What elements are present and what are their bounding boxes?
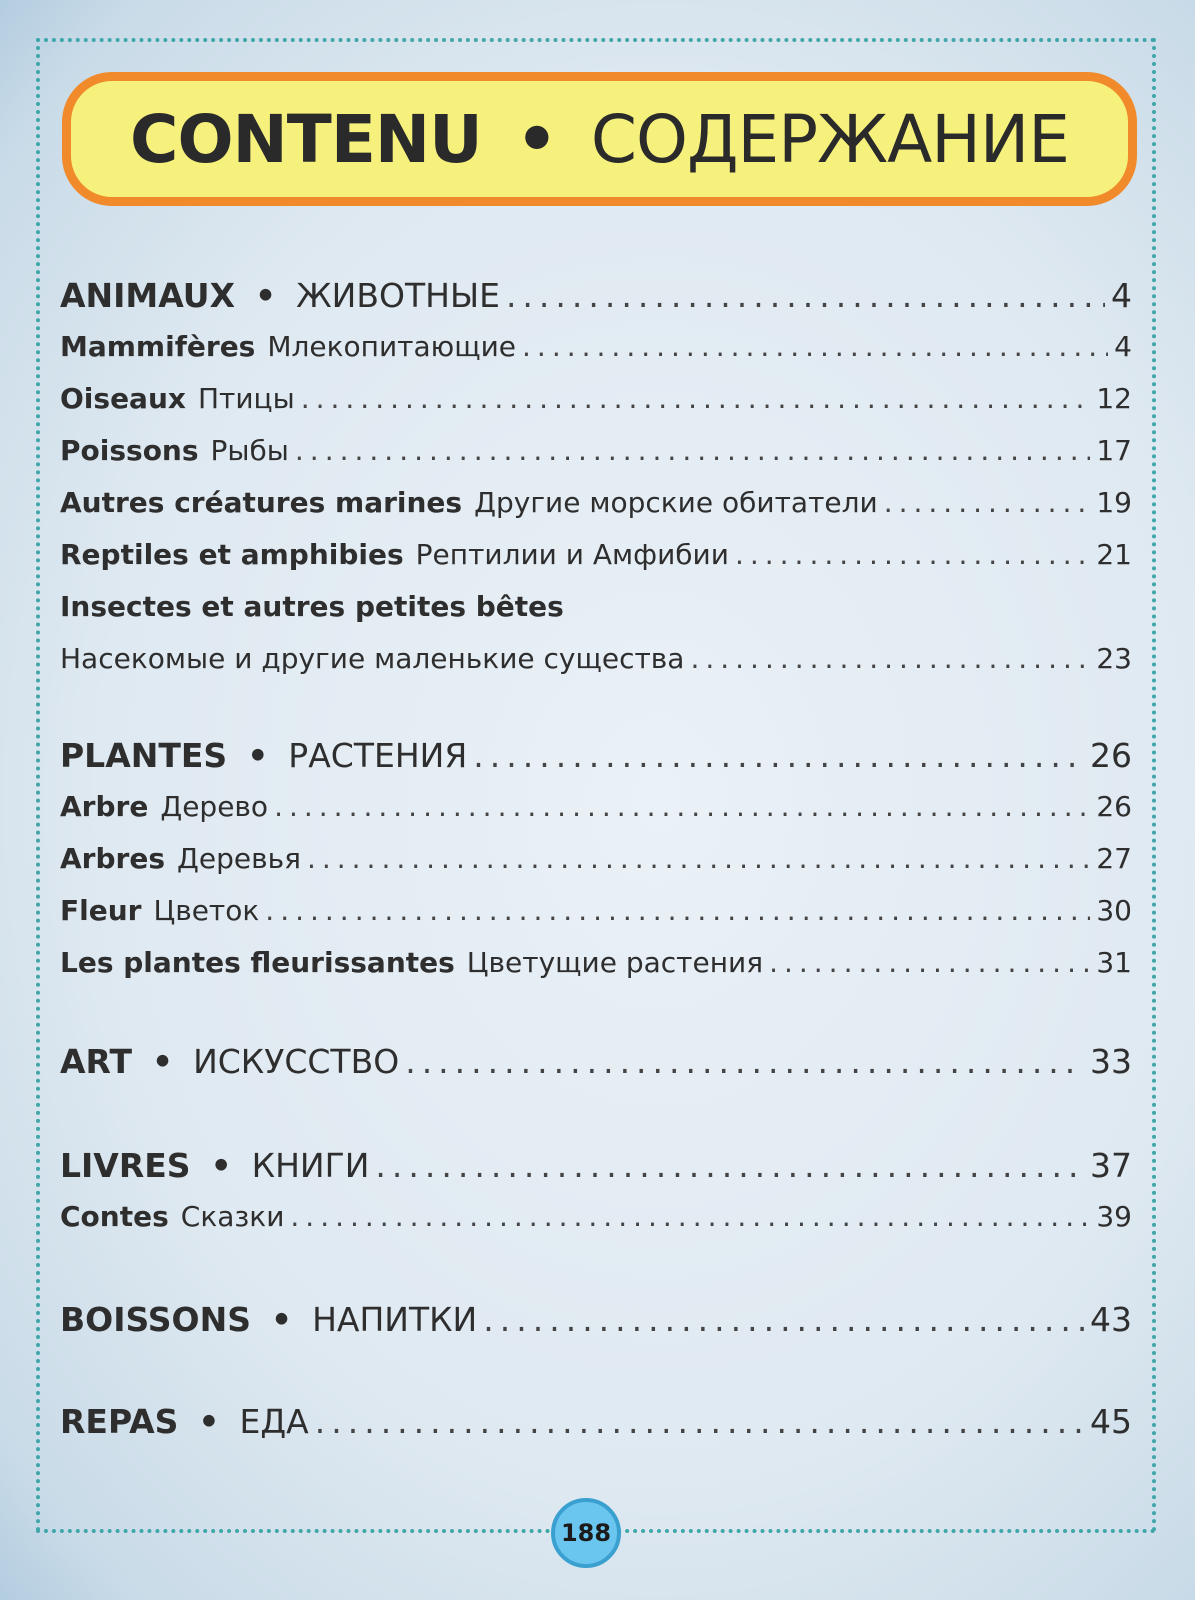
dot-leader — [473, 736, 1084, 775]
page-number: 39 — [1096, 1200, 1132, 1233]
entry-russian: Цветок — [153, 894, 260, 927]
dot-leader — [769, 946, 1090, 979]
entry-french: Insectes et autres petites bêtes — [60, 590, 564, 623]
entry-russian: Насекомые и другие маленькие существа — [60, 642, 685, 675]
dot-leader — [315, 1402, 1084, 1441]
entry-russian: НАПИТКИ — [312, 1300, 478, 1339]
entry-russian: ЕДА — [239, 1402, 309, 1441]
page-number: 37 — [1090, 1146, 1132, 1185]
title-french: CONTENU — [130, 100, 482, 178]
page-number: 4 — [1111, 276, 1132, 315]
page-number: 23 — [1096, 642, 1132, 675]
dot-leader — [274, 790, 1090, 823]
page-number: 19 — [1096, 486, 1132, 519]
dot-leader — [884, 486, 1091, 519]
toc-section-livres[interactable] — [60, 1146, 1132, 1196]
entry-french: LIVRES — [60, 1146, 191, 1185]
entry-russian: РАСТЕНИЯ — [288, 736, 468, 775]
entry-russian: Рыбы — [210, 434, 289, 467]
dot-leader — [405, 1042, 1084, 1081]
page-number: 17 — [1096, 434, 1132, 467]
dot-leader — [506, 276, 1105, 315]
entry-russian: ЖИВОТНЫЕ — [296, 276, 500, 315]
title-banner — [62, 72, 1137, 206]
toc-entry-autres-creatures[interactable] — [60, 486, 1132, 536]
dot-leader — [307, 842, 1090, 875]
entry-french: Les plantes fleurissantes — [60, 946, 455, 979]
toc-section-boissons[interactable] — [60, 1300, 1132, 1350]
toc-section-art[interactable] — [60, 1042, 1132, 1092]
dot-leader — [375, 1146, 1084, 1185]
page-number-badge: 188 — [551, 1498, 621, 1568]
entry-french: PLANTES — [60, 736, 228, 775]
bullet-separator: • — [198, 1402, 220, 1441]
entry-french: ART — [60, 1042, 132, 1081]
entry-russian: Рептилии и Амфибии — [415, 538, 729, 571]
page-number: 27 — [1096, 842, 1132, 875]
entry-russian: Сказки — [180, 1200, 285, 1233]
dot-leader — [295, 434, 1090, 467]
title-russian: СОДЕРЖАНИЕ — [590, 100, 1069, 178]
page-number: 12 — [1096, 382, 1132, 415]
toc-section-repas[interactable] — [60, 1402, 1132, 1452]
entry-russian: Млекопитающие — [267, 330, 517, 363]
page-number: 31 — [1096, 946, 1132, 979]
entry-french: REPAS — [60, 1402, 179, 1441]
toc-entry-plantes-fleurissantes[interactable] — [60, 946, 1132, 996]
toc-entry-reptiles[interactable] — [60, 538, 1132, 588]
bullet-separator: • — [255, 276, 277, 315]
dot-leader — [301, 382, 1091, 415]
dot-leader — [735, 538, 1090, 571]
bullet-separator: • — [270, 1300, 293, 1339]
toc-entry-oiseaux[interactable] — [60, 382, 1132, 432]
toc-entry-arbres[interactable] — [60, 842, 1132, 892]
toc-entry-fleur[interactable] — [60, 894, 1132, 944]
page-number: 4 — [1114, 330, 1132, 363]
entry-french: Fleur — [60, 894, 142, 927]
entry-french: Mammifères — [60, 330, 256, 363]
entry-french: Reptiles et amphibies — [60, 538, 404, 571]
toc-entry-insectes[interactable] — [60, 642, 1132, 692]
entry-russian: Деревья — [177, 842, 301, 875]
page-number: 21 — [1096, 538, 1132, 571]
dot-leader — [522, 330, 1108, 363]
toc-entry-poissons[interactable] — [60, 434, 1132, 484]
entry-french: Poissons — [60, 434, 199, 467]
page-number: 33 — [1090, 1042, 1132, 1081]
entry-french: Oiseaux — [60, 382, 186, 415]
toc-entry-mammiferes[interactable] — [60, 330, 1132, 380]
dot-leader — [483, 1300, 1084, 1339]
title-separator: • — [515, 100, 557, 178]
toc-section-plantes[interactable] — [60, 736, 1132, 786]
page-number: 45 — [1090, 1402, 1132, 1441]
page-number: 26 — [1090, 736, 1132, 775]
toc-entry-arbre[interactable] — [60, 790, 1132, 840]
entry-russian: КНИГИ — [251, 1146, 370, 1185]
page-number: 43 — [1090, 1300, 1132, 1339]
entry-french: Autres créatures marines — [60, 486, 463, 519]
entry-french: Contes — [60, 1200, 169, 1233]
toc-entry-insectes-title[interactable] — [60, 590, 1132, 640]
entry-russian: Дерево — [160, 790, 269, 823]
page-title — [130, 101, 1069, 178]
toc-entry-contes[interactable] — [60, 1200, 1132, 1250]
entry-russian: Другие морские обитатели — [474, 486, 878, 519]
bullet-separator: • — [151, 1042, 174, 1081]
bullet-separator: • — [247, 736, 269, 775]
entry-russian: Цветущие растения — [466, 946, 764, 979]
toc-section-animaux[interactable] — [60, 276, 1132, 326]
bullet-separator: • — [210, 1146, 232, 1185]
entry-russian: Птицы — [197, 382, 295, 415]
entry-russian: ИСКУССТВО — [193, 1042, 400, 1081]
entry-french: BOISSONS — [60, 1300, 251, 1339]
entry-french: Arbre — [60, 790, 149, 823]
page-number: 30 — [1096, 894, 1132, 927]
entry-french: ANIMAUX — [60, 276, 236, 315]
dot-leader — [265, 894, 1090, 927]
dot-leader — [690, 642, 1090, 675]
dot-leader — [290, 1200, 1090, 1233]
page-number: 26 — [1096, 790, 1132, 823]
entry-french: Arbres — [60, 842, 165, 875]
